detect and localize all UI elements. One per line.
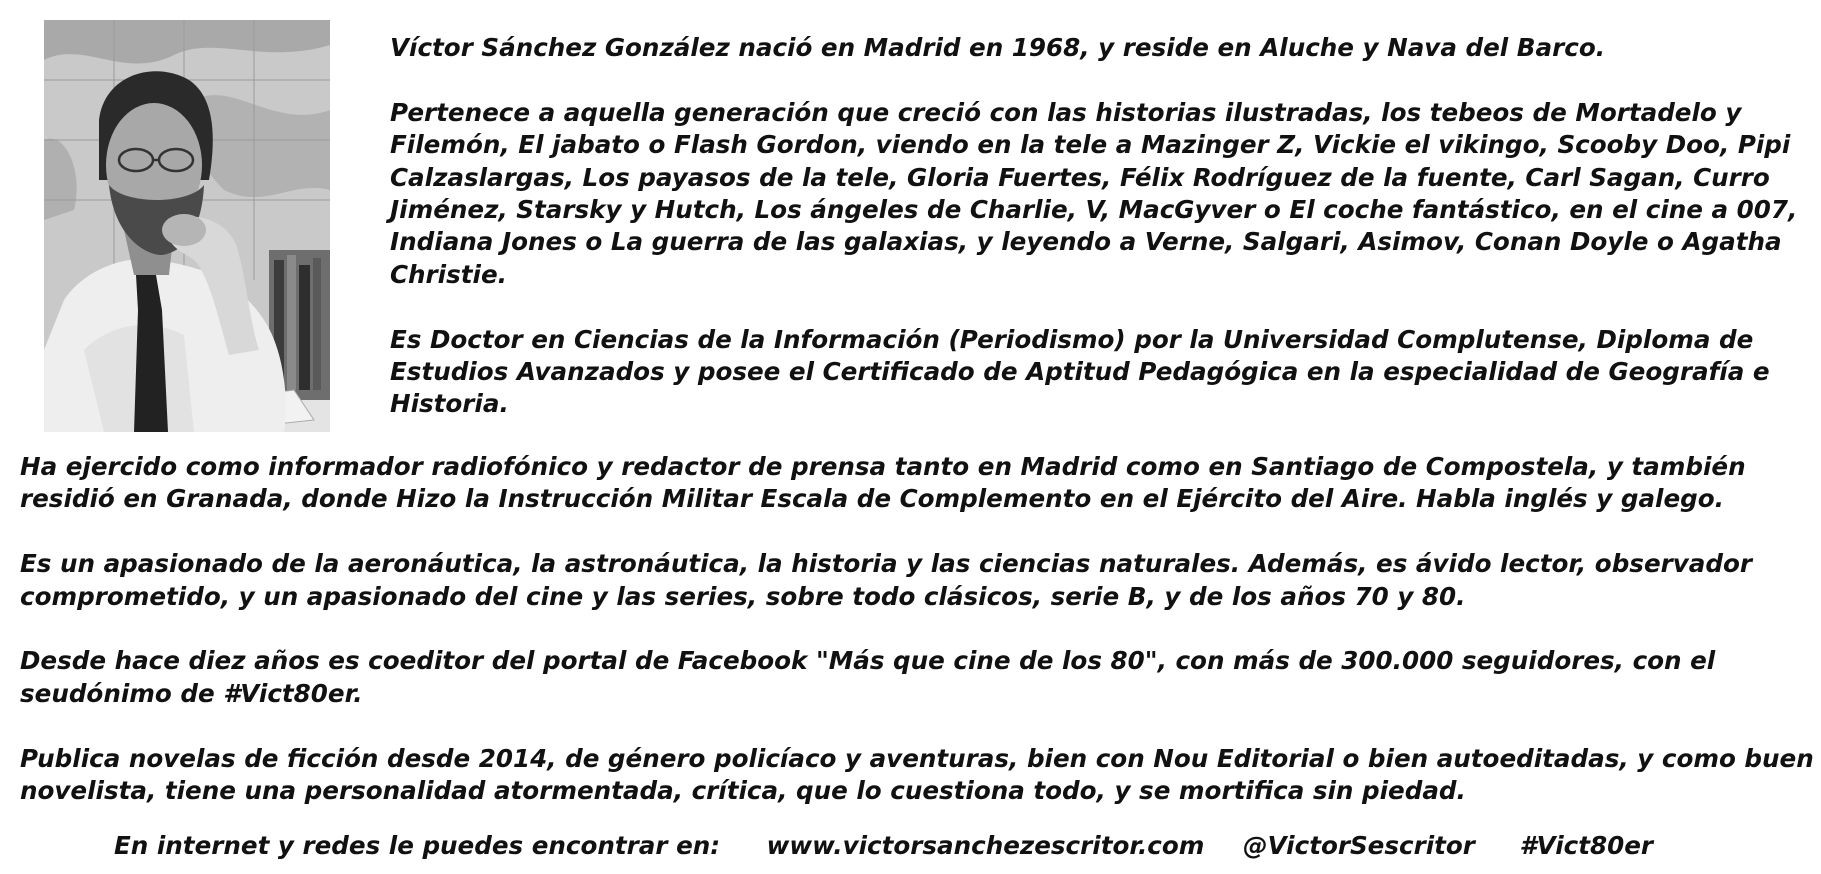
bio-paragraph-birth: Víctor Sánchez González nació en Madrid en 1968, y reside en Aluche y Nava del Barco.: [390, 33, 1606, 62]
hashtag-link[interactable]: #Vict80er: [1519, 831, 1653, 860]
contact-footer: [114, 830, 1814, 862]
bio-paragraph-novels: Publica novelas de ficción desde 2014, de género policíaco y aventuras, bien con Nou Editorial o bien autoeditadas, y como buen novelista, tiene una personalidad atormentada, crítica, que lo cuestiona todo, y se mortifica sin piedad.: [20, 743, 1814, 806]
website-link[interactable]: www.victorsanchezescritor.com: [766, 831, 1205, 860]
bio-paragraph-facebook: Desde hace diez años es coeditor del portal de Facebook "Más que cine de los 80", con más de 300.000 seguidores, con el seudónimo de #Vict80er.: [20, 646, 1716, 708]
bio-bottom-section: [20, 451, 1815, 807]
bio-paragraph-education: Es Doctor en Ciencias de la Información (Periodismo) por la Universidad Complutense, Diploma de Estudios Avanzados y posee el Certificado de Aptitud Pedagógica en la especialidad de Geografía e Historia.: [390, 324, 1770, 419]
bio-paragraph-career: Ha ejercido como informador radiofónico y redactor de prensa tanto en Madrid como en Santiago de Compostela, y también residió en Granada, donde Hizo la Instrucción Militar Escala de Complemento en el Ejército del Aire. Habla inglés y galego.: [20, 452, 1746, 514]
bio-top-section: [390, 32, 1810, 421]
bio-paragraph-generation: Pertenece a aquella generación que creció con las historias ilustradas, los tebeos de Mortadelo y Filemón, El jabato o Flash Gordon, viendo en la tele a Mazinger Z, Vickie el vikingo, Scooby Doo, Pipi Calzaslargas, Los payasos de la tele, Gloria Fuertes, Félix Rodríguez de la fuente, Carl Sagan, Curro Jiménez, Starsky y Hutch, Los ángeles de Charlie, V, MacGyver o El coche fantástico, en el cine a 007, Indiana Jones o La guerra de las galaxias, y leyendo a Verne, Salgari, Asimov, Conan Doyle o Agatha Christie.: [390, 97, 1798, 289]
footer-intro: En internet y redes le puedes encontrar en:: [114, 831, 721, 860]
author-portrait-icon: [44, 20, 330, 432]
bio-paragraph-interests: Es un apasionado de la aeronáutica, la astronáutica, la historia y las ciencias naturales. Además, es ávido lector, observador comprometido, y un apasionado del cine y las series, sobre todo clásicos, serie B, y de los años 70 y 80.: [20, 549, 1753, 611]
author-photo: [44, 20, 330, 432]
social-handle-link[interactable]: @VictorSescritor: [1242, 831, 1475, 860]
